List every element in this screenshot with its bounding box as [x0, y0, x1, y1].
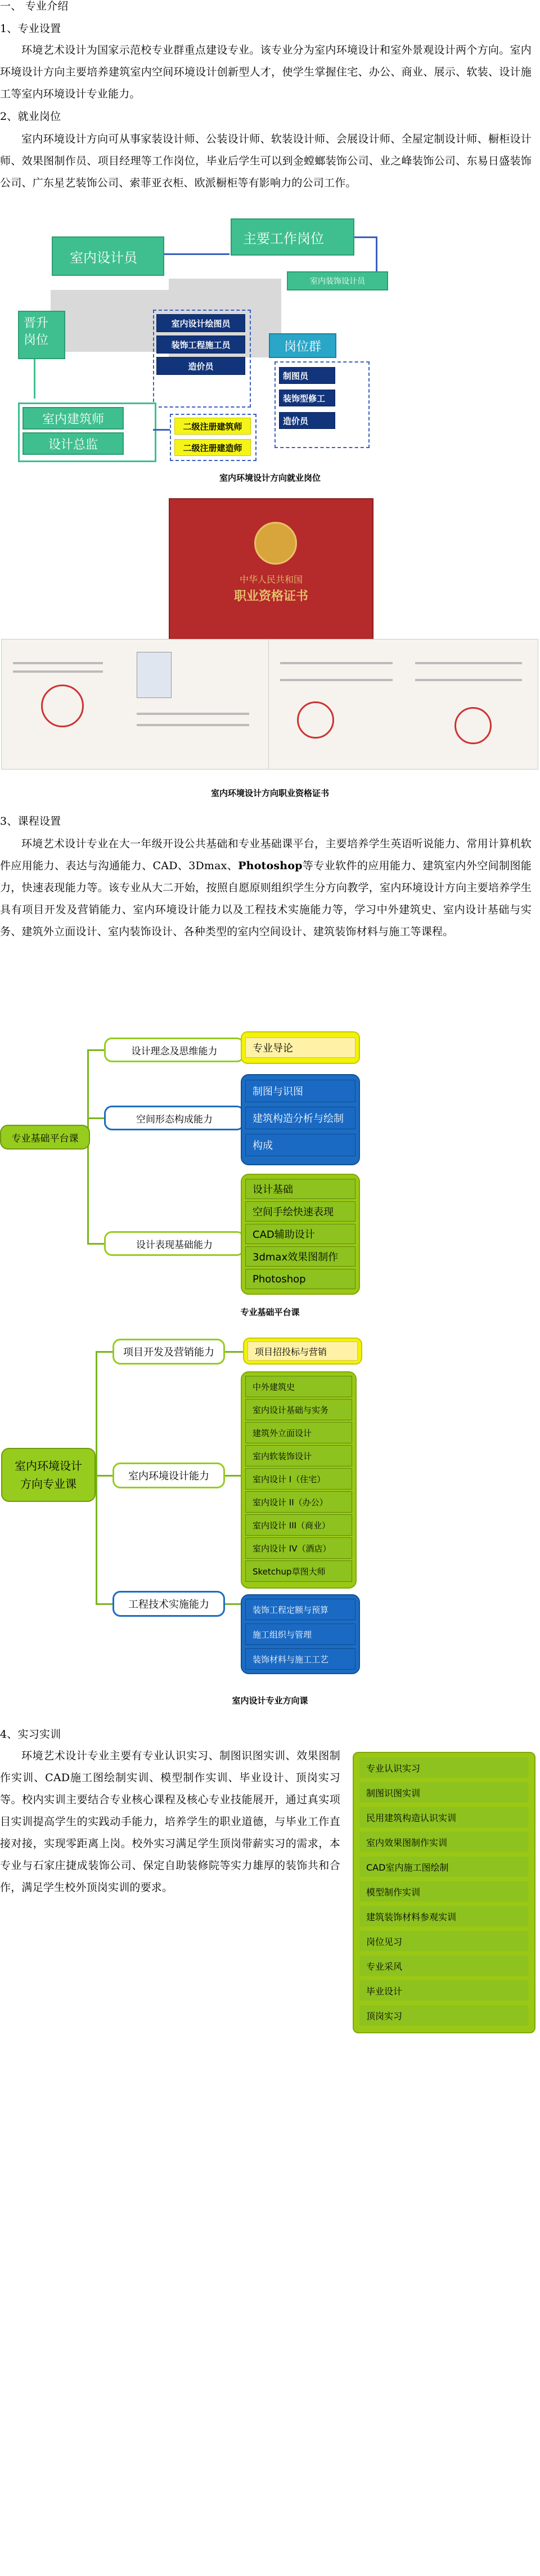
practice-item: 毕业设计: [359, 1980, 528, 2001]
paragraph: [0, 833, 532, 1013]
certificate-cover: [169, 498, 374, 641]
tree-line: [87, 1049, 104, 1051]
platform-diagram: [0, 1019, 540, 1285]
cover-title: 中华人民共和国: [239, 574, 303, 585]
left-list-item: 装饰工程施工员: [156, 336, 245, 354]
course-item: 构成: [245, 1134, 356, 1156]
paragraph-part: 环境艺术设计专业在大一年级开设公共基础和专业基础课平台，主要培养学生英语听说能力、常用计算机软件应用能力、表达与沟通能力、CAD、3Dmax、: [0, 838, 532, 872]
national-emblem-icon: [254, 522, 297, 565]
figure-caption: 室内环境设计方向职业资格证书: [210, 788, 329, 798]
ability-node: 设计理念及思维能力: [104, 1037, 245, 1062]
ability-node: 室内环境设计能力: [112, 1463, 225, 1488]
red-seal-icon: [454, 707, 492, 744]
main-post-box: 主要工作岗位: [231, 218, 354, 256]
course-item: 项目招投标与营销: [248, 1341, 358, 1361]
section-heading: 一、 专业介绍: [0, 0, 69, 12]
engineer-item: 二级注册建造师: [174, 439, 251, 456]
print-line: [280, 679, 393, 681]
course-item: 室内设计 II（办公）: [245, 1491, 352, 1513]
root-node: 专业基础平台课: [0, 1125, 90, 1150]
designer-box: 室内设计员: [52, 236, 164, 276]
figure-caption: 专业基础平台课: [240, 1307, 300, 1317]
connector: [34, 359, 35, 399]
print-line: [280, 662, 393, 664]
tree-line: [222, 1351, 245, 1353]
tree-line: [96, 1603, 112, 1605]
connector: [376, 236, 377, 271]
post-group-box: 岗位群: [269, 333, 336, 358]
right-list-item: 装饰型修工: [279, 390, 335, 406]
course-item: 室内设计 III（商业）: [245, 1514, 352, 1536]
course-item: 室内设计基础与实务: [245, 1399, 352, 1420]
director-box: 设计总监: [22, 432, 124, 455]
left-list-item: 造价员: [156, 357, 245, 375]
figure-caption: 室内设计专业方向课: [232, 1696, 308, 1706]
tree-line: [96, 1475, 112, 1477]
subsection-title: 2、就业岗位: [0, 110, 61, 123]
red-seal-icon: [41, 685, 84, 727]
course-item: 制图与识图: [245, 1080, 356, 1102]
course-item: 中外建筑史: [245, 1376, 352, 1397]
subsection-title: 4、实习实训: [0, 1728, 61, 1741]
print-line: [13, 662, 103, 664]
print-line: [415, 662, 522, 664]
course-item: 建筑构造分析与绘制: [245, 1107, 356, 1129]
subsection-title: 1、专业设置: [0, 23, 61, 35]
course-item: 室内软装饰设计: [245, 1445, 352, 1466]
ability-node: 项目开发及营销能力: [112, 1339, 225, 1365]
course-item: 设计基础: [245, 1179, 356, 1199]
promote-box: 晋升岗位: [18, 311, 65, 359]
course-item: 空间手绘快速表现: [245, 1201, 356, 1222]
right-list-item: 造价员: [279, 412, 335, 429]
architect-box: 室内建筑师: [22, 407, 124, 430]
practice-item: 专业采风: [359, 1956, 528, 1976]
subsection-title: 3、课程设置: [0, 815, 61, 828]
tree-line: [96, 1351, 97, 1604]
certificate-page-left: [1, 639, 269, 770]
engineer-item: 二级注册建筑师: [174, 418, 251, 435]
direction-diagram: [0, 1327, 540, 1665]
course-item: 施工组织与管理: [245, 1624, 356, 1645]
course-item: 装饰材料与施工工艺: [245, 1648, 356, 1670]
course-item: CAD辅助设计: [245, 1224, 356, 1244]
practice-item: 制图识图实训: [359, 1782, 528, 1803]
practice-item: 专业认识实习: [359, 1757, 528, 1778]
print-line: [13, 670, 103, 673]
figure-caption: 室内环境设计方向就业岗位: [219, 473, 321, 483]
practice-item: 室内效果图制作实训: [359, 1832, 528, 1852]
course-item: 专业导论: [245, 1037, 356, 1058]
course-item: 建筑外立面设计: [245, 1422, 352, 1443]
tree-line: [222, 1475, 242, 1477]
paragraph: 环境艺术设计为国家示范校专业群重点建设专业。该专业分为室内环境设计和室外景观设计两个方向。室内环境设计方向主要培养建筑室内空间环境设计创新型人才，使学生掌握住宅、办公、商业、展示、软装、设计施工等室内环境设计专业能力。: [0, 44, 532, 100]
practice-item: 岗位见习: [359, 1931, 528, 1951]
print-line: [137, 724, 249, 726]
id-photo: [137, 652, 172, 698]
course-item: 装饰工程定额与预算: [245, 1599, 356, 1620]
root-node: 室内环境设计方向专业课: [1, 1448, 96, 1502]
paragraph-part: 等专业软件的应用能力、建筑室内外空间制图能力，快速表现能力等。该专业从大二开始，按照自愿原则组织学生分方向教学，室内环境设计方向主要培养学生具有项目开发及营销能力、室内环境设计能力以及工程技术实施能力等，学习中外建筑史、室内设计基础与实务、建筑外立面设计、室内装饰设计、各种类型的室内空间设计、建筑装饰材料与施工等课程。: [0, 860, 532, 938]
course-item: 室内设计 I（住宅）: [245, 1468, 352, 1490]
print-line: [137, 713, 249, 715]
print-line: [415, 679, 522, 681]
tree-line: [87, 1243, 104, 1245]
practice-item: CAD室内施工图绘制: [359, 1857, 528, 1877]
paragraph: 室内环境设计方向可从事家装设计师、公装设计师、软装设计师、会展设计师、全屋定制设计师、橱柜设计师、效果图制作员、项目经理等工作岗位，毕业后学生可以到金螳螂装饰公司、业之峰装饰公司、东易日盛装饰公司、广东星艺装饰公司、索菲亚衣柜、欧派橱柜等有影响力的公司工作。: [0, 133, 532, 189]
course-item: Sketchup草图大师: [245, 1560, 352, 1582]
left-list-item: 室内设计绘图员: [156, 314, 245, 332]
connector: [164, 253, 230, 255]
career-diagram: [22, 197, 416, 456]
practice-item: 建筑装饰材料参观实训: [359, 1906, 528, 1926]
ability-node: 设计表现基础能力: [104, 1231, 245, 1256]
paragraph: 环境艺术设计专业主要有专业认识实习、制图识图实训、效果图制作实训、CAD施工图绘制实训、模型制作实训、毕业设计、顶岗实习等。校内实训主要结合专业核心课程及核心专业技能展开，通过真实项目实训提高学生的实践动手能力，培养学生的职业道德，与毕业工作直接对接，实现零距离上岗。校外实习满足学生顶岗带薪实习的需求，本专业与石家庄捷成装饰公司、保定自助装修院等实力雄厚的装饰共和合作，满足学生校外顶岗实训的要求。: [0, 1750, 340, 1894]
red-seal-icon: [297, 701, 334, 739]
tree-line: [87, 1117, 104, 1119]
connector: [153, 429, 170, 431]
ability-node: 空间形态构成能力: [104, 1106, 245, 1130]
connector: [354, 236, 377, 238]
course-item: 室内设计 IV（酒店）: [245, 1537, 352, 1559]
tree-line: [96, 1351, 112, 1353]
course-item: Photoshop: [245, 1269, 356, 1289]
cover-subtitle: 职业资格证书: [233, 589, 308, 603]
decor-designer-box: 室内装饰设计员: [287, 271, 388, 290]
course-item: 3dmax效果图制作: [245, 1246, 356, 1267]
practice-item: 模型制作实训: [359, 1881, 528, 1902]
ability-node: 工程技术实施能力: [112, 1591, 225, 1617]
right-list-item: 制图员: [279, 367, 335, 384]
practice-item: 民用建筑构造认识实训: [359, 1807, 528, 1827]
tree-line: [222, 1603, 242, 1605]
software-keyword: Photoshop: [238, 860, 303, 872]
practice-item: 顶岗实习: [359, 2005, 528, 2025]
certificate-page-right: [268, 639, 538, 770]
